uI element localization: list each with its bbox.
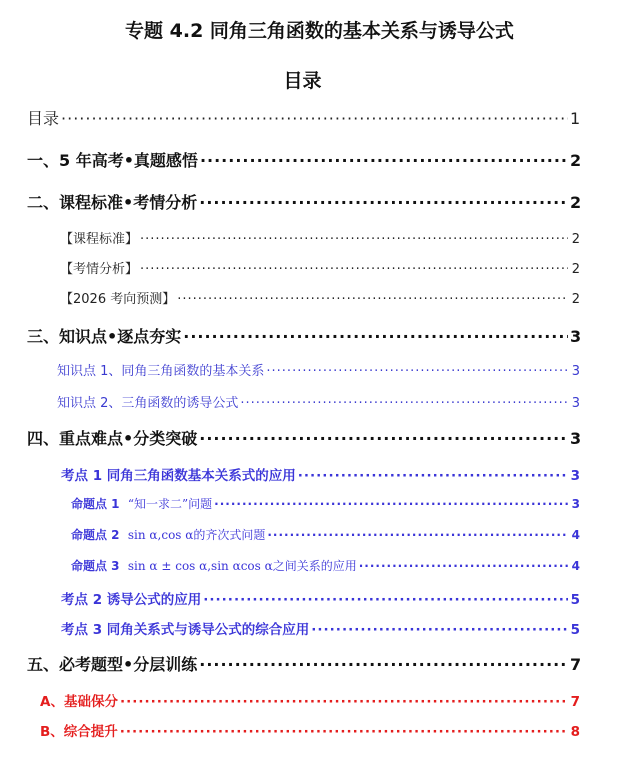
toc-entry-label: 二、课程标准•考情分析: [27, 193, 198, 212]
toc-entry-label: 考点 2 诱导公式的应用: [61, 592, 202, 608]
toc-entry-label: 三、知识点•逐点夯实: [27, 327, 182, 346]
toc-entry-label: 【考情分析】: [60, 262, 139, 277]
toc-page-number: 7: [570, 655, 582, 674]
leader-dots: [199, 193, 568, 212]
toc-entry-label: 目录: [27, 109, 60, 128]
leader-dots: [199, 429, 568, 448]
toc-entry-label: 知识点 2、三角函数的诱导公式: [57, 396, 239, 411]
toc-page-number: 2: [571, 292, 580, 307]
toc-page-number: 2: [571, 232, 580, 247]
leader-dots: [298, 468, 568, 484]
toc-entry-section-5[interactable]: [27, 652, 580, 675]
leader-dots: [267, 528, 568, 542]
toc-page-number: 2: [571, 262, 580, 277]
leader-dots: [200, 151, 568, 170]
toc-entry-section-1[interactable]: [27, 148, 580, 171]
leader-dots: [61, 109, 568, 128]
toc-entry-proposition-1[interactable]: [71, 495, 580, 512]
toc-entry-label: 一、5 年高考•真题感悟: [27, 151, 198, 170]
proposition-number: 命题点 1: [71, 497, 120, 511]
toc-entry-exam-point-2[interactable]: [61, 588, 580, 608]
toc-entry-label: 考点 1 同角三角函数基本关系式的应用: [61, 468, 296, 484]
document-title: 专题 4.2 同角三角函数的基本关系与诱导公式: [125, 20, 514, 42]
leader-dots: [120, 724, 568, 740]
toc-entry-label: 五、必考题型•分层训练: [27, 655, 198, 674]
toc-entry-exam-point-3[interactable]: [61, 618, 580, 638]
leader-dots: [203, 592, 568, 608]
proposition-title: “知一求二”问题: [127, 497, 213, 511]
toc-entry-label: A、基础保分: [40, 694, 118, 710]
toc-entry-label: 知识点 1、同角三角函数的基本关系: [57, 364, 265, 379]
leader-dots: [177, 292, 568, 307]
toc-page-number: 1: [570, 109, 581, 128]
toc-page-number: 3: [571, 497, 580, 511]
toc-page-number: 3: [570, 468, 580, 484]
toc-entry-label: [71, 526, 265, 543]
toc-page-number: 2: [570, 151, 582, 170]
toc-page-number: 8: [570, 724, 580, 740]
toc-entry-advanced-level[interactable]: [40, 720, 580, 740]
toc-page-number: 3: [570, 327, 582, 346]
toc-entry-label: 【2026 考向预测】: [60, 292, 176, 307]
toc-entry-exam-analysis[interactable]: [60, 258, 580, 277]
toc-entry-label: 【课程标准】: [60, 232, 139, 247]
leader-dots: [120, 694, 568, 710]
toc-heading: 目录: [283, 70, 322, 92]
proposition-number: 命题点 2: [71, 528, 120, 542]
toc-entry-course-standard[interactable]: [60, 228, 580, 247]
leader-dots: [359, 559, 568, 573]
proposition-title: sin α ± cos α,sin αcos α之间关系的应用: [127, 559, 357, 573]
toc-page-number: 5: [570, 622, 580, 638]
toc-page-number: 7: [570, 694, 580, 710]
toc-entry-label: 四、重点难点•分类突破: [27, 429, 198, 448]
toc-entry-label: [71, 495, 212, 512]
toc-entry-proposition-3[interactable]: [71, 557, 580, 574]
toc-entry-knowledge-1[interactable]: [57, 360, 580, 379]
toc-entry-section-2[interactable]: [27, 190, 580, 213]
leader-dots: [214, 497, 568, 511]
proposition-title: sin α,cos α的齐次式问题: [127, 528, 266, 542]
proposition-number: 命题点 3: [71, 559, 120, 573]
leader-dots: [140, 232, 568, 247]
toc-entry-knowledge-2[interactable]: [57, 392, 580, 411]
leader-dots: [311, 622, 568, 638]
toc-entry-label: B、综合提升: [40, 724, 118, 740]
leader-dots: [199, 655, 568, 674]
toc-entry-section-4[interactable]: [27, 426, 580, 449]
toc-entry-proposition-2[interactable]: [71, 526, 580, 543]
toc-entry-basic-level[interactable]: [40, 690, 580, 710]
leader-dots: [140, 262, 568, 277]
toc-page-number: 3: [571, 364, 580, 379]
toc-page-number: 4: [571, 528, 580, 542]
toc-entry-section-3[interactable]: [27, 324, 580, 347]
toc-entry-exam-point-1[interactable]: [61, 464, 580, 484]
toc-entry-contents[interactable]: [27, 106, 580, 129]
toc-entry-2026-forecast[interactable]: [60, 288, 580, 307]
toc-page-number: 3: [570, 429, 582, 448]
toc-page-number: 3: [571, 396, 580, 411]
leader-dots: [240, 396, 568, 411]
toc-page-number: 2: [570, 193, 582, 212]
toc-page-number: 4: [571, 559, 580, 573]
toc-page-number: 5: [570, 592, 580, 608]
toc-entry-label: 考点 3 同角关系式与诱导公式的综合应用: [61, 622, 310, 638]
leader-dots: [183, 327, 568, 346]
leader-dots: [266, 364, 568, 379]
toc-entry-label: [71, 557, 357, 574]
